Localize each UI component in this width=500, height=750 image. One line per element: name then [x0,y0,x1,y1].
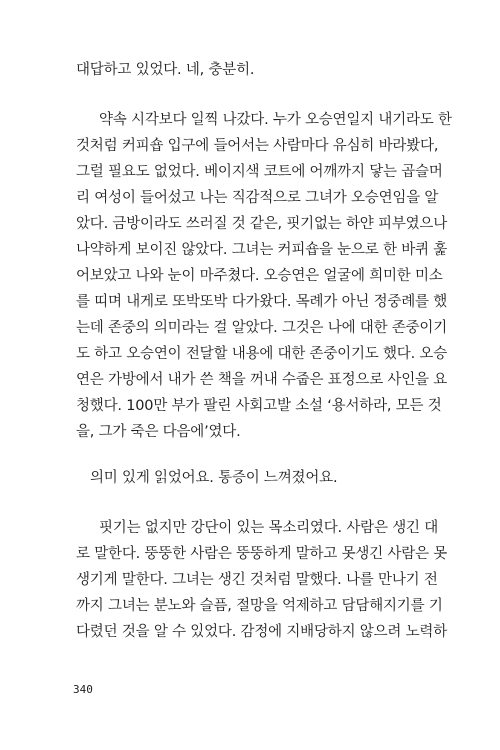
text-line: 생기게 말한다. 그녀는 생긴 것처럼 말했다. 나를 만나기 전 [76,572,438,588]
text-line: 어보았고 나와 눈이 마주쳤다. 오승연은 얼굴에 희미한 미소 [76,268,443,284]
text-line: 나약하게 보이진 않았다. 그녀는 커피숍을 눈으로 한 바퀴 훑 [76,242,448,258]
text-line: 연은 가방에서 내가 쓴 책을 꺼내 수줍은 표정으로 사인을 요 [76,372,448,388]
text-line: 대답하고 있었다. 네, 충분히. [76,62,255,78]
text-line: 약속 시각보다 일찍 나갔다. 누가 오승연일지 내기라도 한 [99,112,452,128]
text-line: 그럴 필요도 없었다. 베이지색 코트에 어깨까지 닿는 곱슬머 [76,164,443,180]
text-line: 리 여성이 들어섰고 나는 직감적으로 그녀가 오승연임을 알 [76,190,439,206]
page-number: 340 [73,683,93,696]
text-line: 다렸던 것을 알 수 있었다. 감정에 지배당하지 않으려 노력하 [76,624,448,640]
text-line: 을, 그가 죽은 다음에’였다. [76,424,241,440]
text-line: 를 띠며 내게로 또박또박 다가왔다. 목례가 아닌 정중례를 했 [76,294,448,310]
text-line: 는데 존중의 의미라는 걸 알았다. 그것은 나에 대한 존중이기 [76,320,448,336]
text-line: 도 하고 오승연이 전달할 내용에 대한 존중이기도 했다. 오승 [76,346,448,362]
text-line: 까지 그녀는 분노와 슬픔, 절망을 억제하고 담담해지기를 기 [76,598,443,614]
text-line: 로 말한다. 뚱뚱한 사람은 뚱뚱하게 말하고 못생긴 사람은 못 [76,546,448,562]
text-line: 의미 있게 읽었어요. 통증이 느껴졌어요. [90,470,338,486]
text-line: 것처럼 커피숍 입구에 들어서는 사람마다 유심히 바라봤다, [76,138,439,154]
text-line: 았다. 금방이라도 쓰러질 것 같은, 핏기없는 하얀 피부였으나 [76,216,448,232]
text-line: 핏기는 없지만 강단이 있는 목소리였다. 사람은 생긴 대 [99,520,439,536]
text-line: 청했다. 100만 부가 팔린 사회고발 소설 ‘용서하라, 모든 것 [76,398,442,414]
